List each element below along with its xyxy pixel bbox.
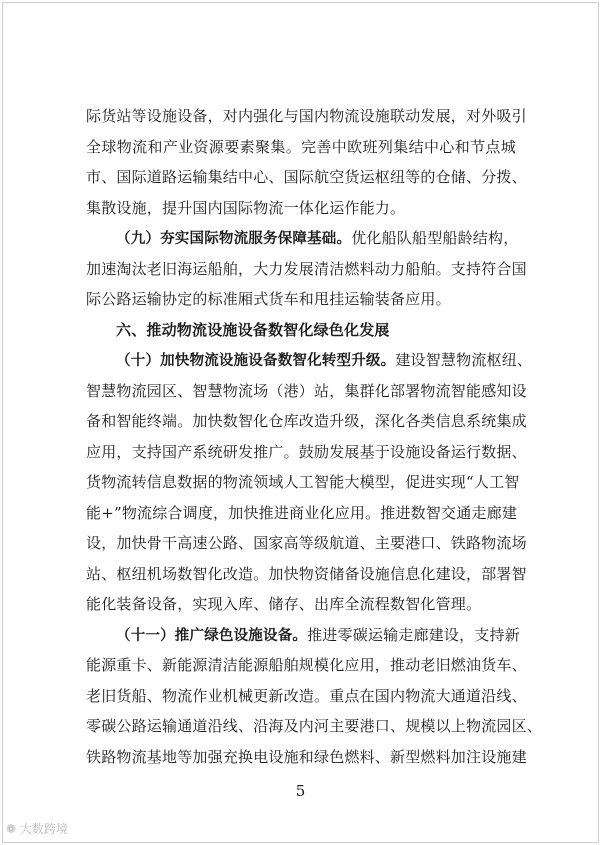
text-line [86,376,527,407]
text-line [86,406,527,437]
line-text: 铁路物流基地等加强充换电设施和绿色燃料、新型燃料加注设施建 [86,747,527,766]
text-line [86,345,533,376]
line-text: 货物流转信息数据的物流领域人工智能大模型，促进实现“人工智 [86,473,520,491]
text-line [86,437,527,468]
line-text: 老旧货船、物流作业机械更新改造。重点在国内物流大通道沿线、 [86,686,527,705]
line-text: 能+”物流综合调度，加快推进商业化应用。推进数智交通走廊建 [86,503,518,522]
line-text: 应用，支持国产系统研发推广。鼓励发展基于设施设备运行数据、 [86,442,527,461]
text-line [86,223,519,254]
text-line [86,650,527,681]
line-text: 备和智能终端。加快数智化仓库改造升级，深化各类信息系统集成 [86,412,527,430]
heading-text: 六、推动物流设施设备数智化绿色化发展 [116,320,390,339]
text-line [86,101,527,132]
text-line [86,559,527,590]
line-text: 加速淘汰老旧海运船舶，大力发展清洁燃料动力船舶。支持符合国 [86,259,527,278]
line-text: 全球物流和产业资源要素聚集。完善中欧班列集结中心和节点城 [86,137,516,156]
line-text: 建设智慧物流枢纽、 [395,351,533,369]
text-line [86,162,527,193]
weibo-icon: ❁ [6,822,17,836]
line-text: 智慧物流园区、智慧物流场（港）站，集群化部署物流智能感知设 [86,381,527,400]
text-line [86,193,516,224]
paragraph-lead: （十）加快物流设施设备数智化转型升级。 [116,353,396,369]
watermark-text: 大数跨境 [19,822,68,836]
line-text: 优化船队船型船龄结构， [351,229,519,247]
text-line [86,711,543,742]
line-text: 际货站等设施设备，对内强化与国内物流设施联动发展，对外吸引 [86,107,527,125]
section-heading [86,315,516,346]
paragraph-lead: （十一）推广绿色设施设备。 [116,627,308,644]
document-body [86,101,543,772]
line-text: 推进零碳运输走廊建设，支持新 [307,625,520,644]
text-line [86,467,520,498]
line-text: 设，加快骨干高速公路、国家高等级航道、主要港口、铁路物流场 [86,534,527,552]
line-text: 站、枢纽机场数智化改造。加快物资储备设施信息化建设，部署智 [86,564,527,583]
line-text: 能化装备设备，实现入库、储存、出库全流程数智化管理。 [86,595,482,613]
text-line [86,528,527,559]
text-line [86,742,527,773]
paragraph-lead: （九）夯实国际物流服务保障基础。 [116,231,352,247]
text-line [86,132,516,163]
line-text: 能源重卡、新能源清洁能源船舶规模化应用，推动老旧燃油货车、 [86,656,527,674]
line-text: 际公路运输协定的标准厢式货车和甩挂运输装备应用。 [86,290,451,308]
line-text: 集散设施，提升国内国际物流一体化运作能力。 [86,198,406,217]
page-number: 5 [295,782,306,800]
text-line [86,620,520,651]
line-text: 市、国际道路运输集结中心、国际航空货运枢纽等的仓储、分拨、 [86,168,527,186]
text-line [86,254,527,285]
text-line [86,589,516,620]
text-line [86,681,527,712]
text-line [86,498,516,529]
text-line [86,284,516,315]
watermark [6,820,68,837]
line-text: 零碳公路运输通道沿线、沿海及内河主要港口、规模以上物流园区、 [86,717,543,735]
